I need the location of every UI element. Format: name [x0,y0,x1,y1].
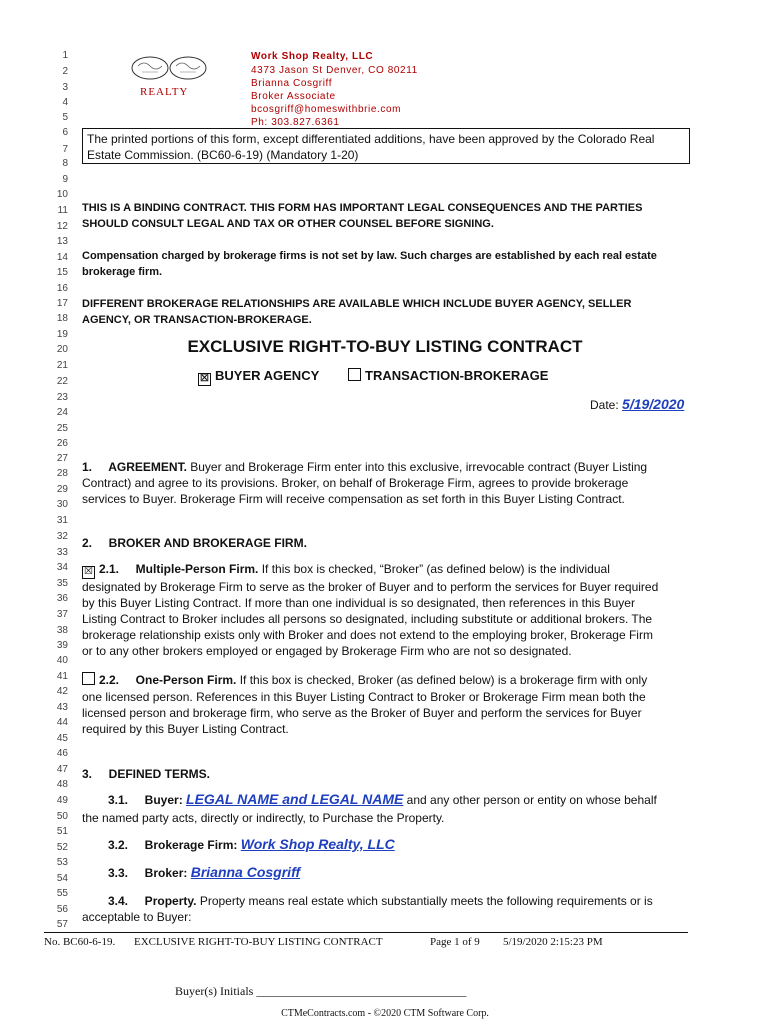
broker-value[interactable]: Brianna Cosgriff [190,864,301,880]
section-2-2-line-1 [82,672,647,688]
transaction-checkbox[interactable] [348,368,361,381]
section-2-1-line-2: designated by Brokerage Firm to serve as the broker of Buyer and to perform the services for Buyer required [82,580,659,594]
broker-label: 3.3. Broker: [108,866,188,880]
buyer-name-value[interactable]: LEGAL NAME and LEGAL NAME [186,791,404,807]
line-number: 37 [56,609,68,620]
line-number: 11 [57,205,68,216]
section-2-2-heading: 2.2. One-Person Firm. [99,673,237,687]
footer-form-number: No. BC60-6-19. [44,936,116,948]
section-3-2-line [108,836,395,853]
line-number: 44 [56,717,68,728]
section-3-3-line [108,864,300,881]
approval-notice [82,128,690,164]
section-2-2-line-4: required by this Buyer Listing Contract. [82,722,289,736]
section-2-2-line-2: one licensed person. References in this Buyer Listing Contract to Broker or Brokerage Firm mean both the [82,690,646,704]
section-1-heading: 1. AGREEMENT. [82,460,187,474]
line-number: 53 [56,857,68,868]
line-number: 34 [56,562,68,573]
section-2-2-line-3: licensed person and brokerage firm, who serve as the Broker of Buyer and perform the services for Buyer [82,706,642,720]
section-2-1-text-1: If this box is checked, “Broker” (as defined below) is the individual [258,562,610,576]
page-title: EXCLUSIVE RIGHT-TO-BUY LISTING CONTRACT [187,337,583,356]
line-number: 36 [56,593,68,604]
section-2-1-line-3: by this Buyer Listing Contract. If more than one individual is so designated, then references in this Buyer [82,596,635,610]
relationships-line-2: AGENCY, OR TRANSACTION-BROKERAGE. [82,314,312,326]
line-number: 3 [62,82,68,93]
line-number: 51 [56,826,68,837]
line-number: 2 [62,66,68,77]
date-field [590,396,684,413]
section-2-1-heading: 2.1. Multiple-Person Firm. [99,562,259,576]
line-number: 9 [62,174,68,185]
section-2-1-line-1 [82,561,610,579]
line-number: 16 [56,283,68,294]
footer-page-number: Page 1 of 9 [430,936,480,948]
line-number: 18 [56,313,68,324]
date-value[interactable]: 5/19/2020 [622,396,685,412]
line-number: 23 [56,392,68,403]
line-number: 20 [56,344,68,355]
section-3-1-line-2: the named party acts, directly or indirectly, to Purchase the Property. [82,811,445,825]
section-1-line-3: services to Buyer. Brokerage Firm will receive compensation as set forth in this Buyer Listing Contract. [82,492,625,506]
date-label: Date: [590,398,619,412]
binding-line-2: SHOULD CONSULT LEGAL AND TAX OR OTHER COUNSEL BEFORE SIGNING. [82,218,494,230]
footer-copyright: CTMeContracts.com - ©2020 CTM Software Corp. [281,1008,489,1019]
line-number: 33 [56,547,68,558]
section-3-1-line-1 [108,791,657,808]
line-number: 32 [56,531,68,542]
footer-form-title: EXCLUSIVE RIGHT-TO-BUY LISTING CONTRACT [134,936,383,948]
footer-rule [44,932,688,933]
header-agent-title: Broker Associate [251,91,336,102]
line-number: 35 [56,578,68,589]
buyer-agency-checkbox[interactable]: ☒ [198,373,211,386]
line-number: 31 [56,515,68,526]
header-address: 4373 Jason St Denver, CO 80211 [251,65,418,76]
notice-line-1: The printed portions of this form, except differentiated additions, have been approved by the Colorado Real [87,132,655,146]
compensation-line-2: brokerage firm. [82,266,163,278]
line-number: 21 [56,360,68,371]
line-number: 27 [56,453,68,464]
line-number: 10 [56,189,68,200]
company-logo [128,52,212,102]
multiple-person-checkbox[interactable]: ☒ [82,566,95,579]
line-number: 6 [62,127,68,138]
line-number: 17 [56,298,68,309]
line-number: 52 [56,842,68,853]
section-1-text-1: Buyer and Brokerage Firm enter into this exclusive, irrevocable contract (Buyer Listing [186,460,648,474]
buyer-initials[interactable]: Buyer(s) Initials ___________________________________ [175,984,467,998]
line-number: 45 [56,733,68,744]
line-number: 15 [56,267,68,278]
binding-line-1: THIS IS A BINDING CONTRACT. THIS FORM HAS IMPORTANT LEGAL CONSEQUENCES AND THE PARTIES [82,202,643,214]
notice-line-2: Estate Commission. (BC60-6-19) (Mandatory 1-20) [87,148,359,162]
brokerage-firm-value[interactable]: Work Shop Realty, LLC [240,836,395,852]
line-number: 29 [56,484,68,495]
header-agent: Brianna Cosgriff [251,78,333,89]
section-3-heading: 3. DEFINED TERMS. [82,767,211,781]
section-2-1-line-4: Listing Contract to Broker includes all persons so designated, including substitute or additional brokers. The [82,612,653,626]
line-number: 43 [56,702,68,713]
line-number: 12 [56,221,68,232]
line-number: 49 [56,795,68,806]
line-number: 14 [56,252,68,263]
line-number: 24 [56,407,68,418]
line-number: 40 [56,655,68,666]
option-transaction-brokerage[interactable] [348,368,548,384]
section-2-heading: 2. BROKER AND BROKERAGE FIRM. [82,536,307,550]
section-1-line-1 [82,459,647,475]
section-3-4-text-1: Property means real estate which substantially meets the following requirements or is [196,894,653,908]
section-3-4-line-2: acceptable to Buyer: [82,910,192,924]
line-number: 1 [62,50,68,61]
line-number: 41 [56,671,68,682]
property-label: 3.4. Property. [108,894,197,908]
option-buyer-agency[interactable] [198,368,319,386]
line-number: 56 [56,904,68,915]
footer-timestamp: 5/19/2020 2:15:23 PM [503,936,603,948]
line-number: 47 [56,764,68,775]
line-number: 30 [56,499,68,510]
line-number: 38 [56,625,68,636]
line-number: 7 [62,144,68,155]
logo-text: REALTY [140,86,189,98]
buyer-agency-label: BUYER AGENCY [215,368,320,383]
line-number: 55 [56,888,68,899]
line-number: 25 [56,423,68,434]
line-number: 22 [56,376,68,387]
line-number: 39 [56,640,68,651]
section-2-1-line-5: brokerage relationship exists only with Broker and does not extend to the employing broker, Brokerage Firm [82,628,653,642]
line-number: 26 [56,438,68,449]
buyer-label: 3.1. Buyer: [108,793,183,807]
header-email[interactable]: bcosgriff@homeswithbrie.com [251,104,402,115]
compensation-line-1: Compensation charged by brokerage firms is not set by law. Such charges are established by each real estate [82,250,657,262]
line-number: 4 [62,97,68,108]
line-number: 19 [56,329,68,340]
line-number: 57 [56,919,68,930]
transaction-label: TRANSACTION-BROKERAGE [365,368,549,383]
section-1-line-2: Contract) and agree to its provisions. Broker, on behalf of Brokerage Firm, agrees to provide brokerage [82,476,629,490]
line-number: 5 [62,112,68,123]
one-person-checkbox[interactable] [82,672,95,685]
section-2-2-text-1: If this box is checked, Broker (as defined below) is a brokerage firm with only [236,673,648,687]
line-number: 54 [56,873,68,884]
line-number: 28 [56,468,68,479]
relationships-line-1: DIFFERENT BROKERAGE RELATIONSHIPS ARE AVAILABLE WHICH INCLUDE BUYER AGENCY, SELLER [82,298,632,310]
section-3-4-line-1 [108,893,653,909]
logo-graphic [128,52,212,88]
line-number: 42 [56,686,68,697]
header-company: Work Shop Realty, LLC [251,51,374,62]
line-number: 48 [56,779,68,790]
section-3-1-text: and any other person or entity on whose behalf [403,793,657,807]
line-number: 8 [62,158,68,169]
line-number: 50 [56,811,68,822]
brokerage-firm-label: 3.2. Brokerage Firm: [108,838,238,852]
section-2-1-line-6: or to any other brokers employed or engaged by Brokerage Firm who are not so designated. [82,644,572,658]
line-number: 46 [56,748,68,759]
line-number: 13 [56,236,68,247]
header-phone: Ph: 303.827.6361 [251,117,340,128]
